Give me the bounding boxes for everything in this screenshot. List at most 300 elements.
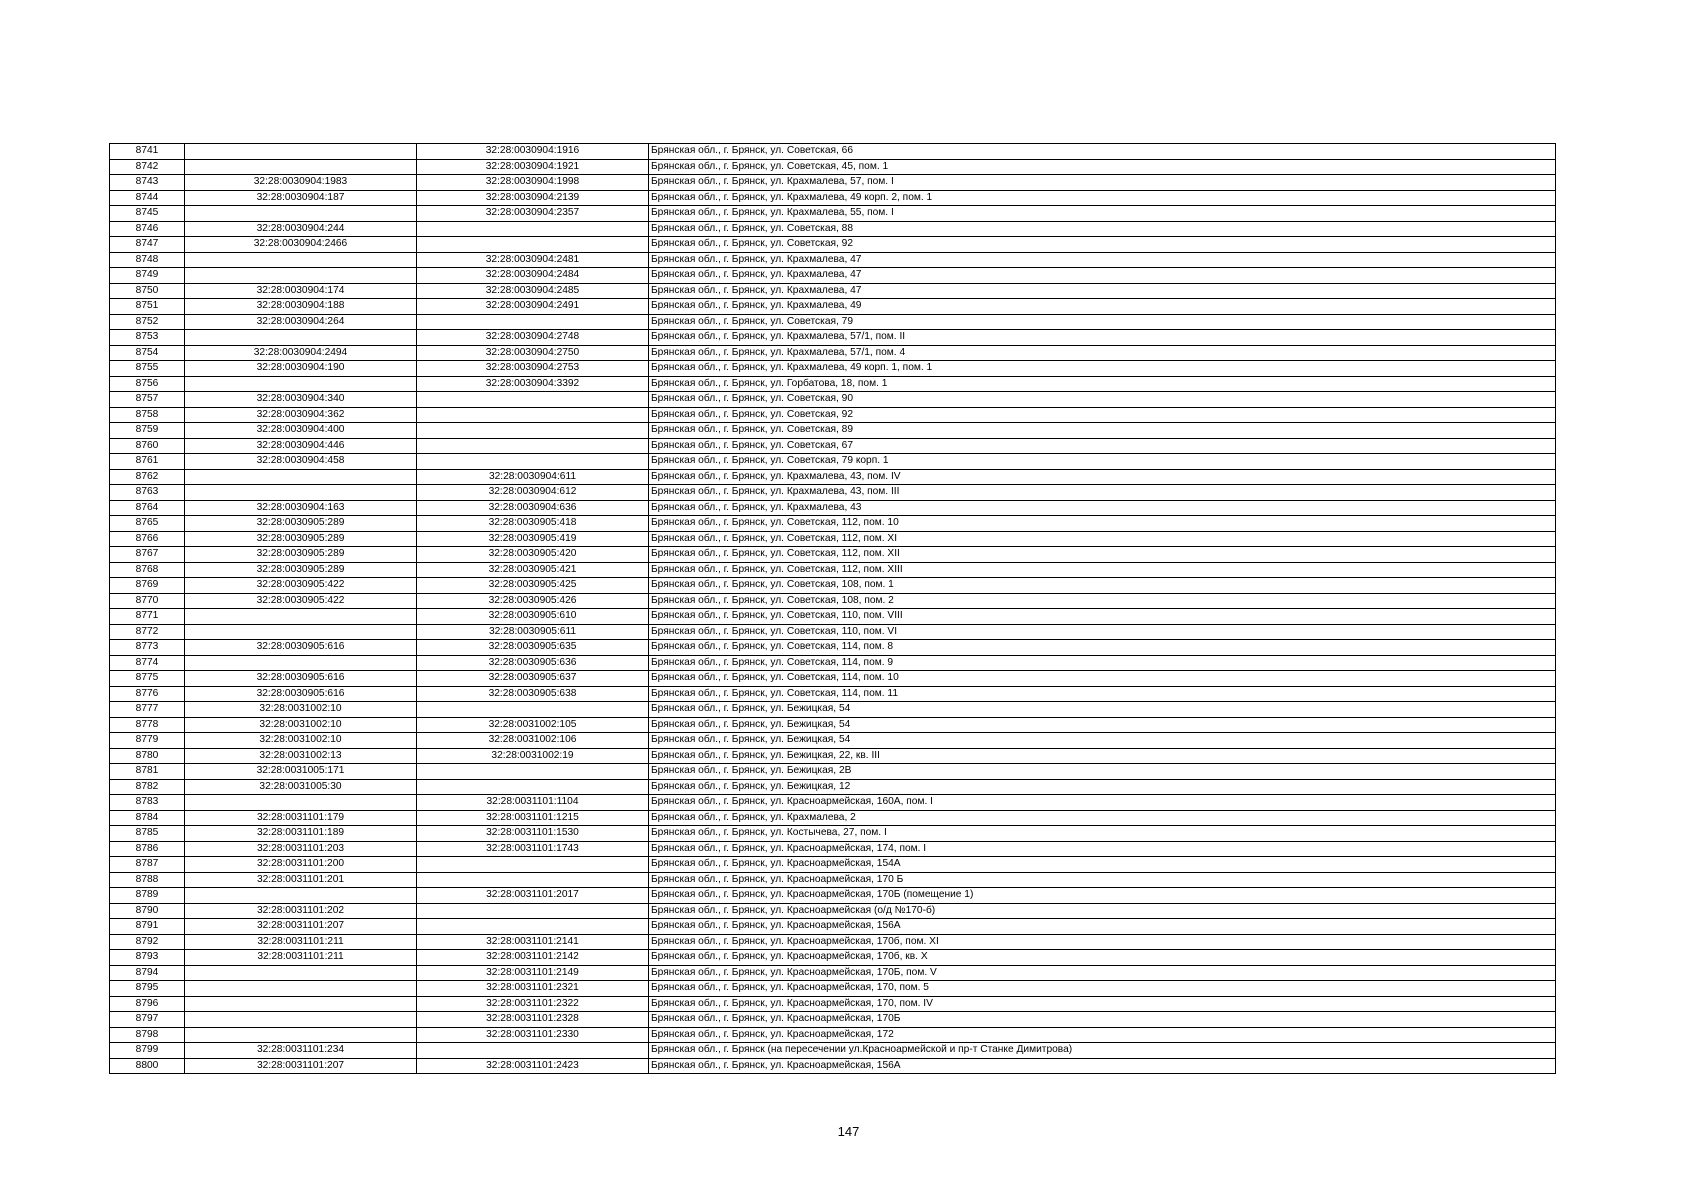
address-cell: Брянская обл., г. Брянск, ул. Красноармейская, 170б, пом. XI: [649, 934, 1556, 950]
cadastral-number-cell: 32:28:0031101:202: [185, 903, 417, 919]
row-number-cell: 8791: [110, 919, 185, 935]
table-row: [110, 392, 1556, 408]
object-cadastral-number-cell: 32:28:0030905:418: [417, 516, 649, 532]
object-cadastral-number-cell: 32:28:0030904:2484: [417, 268, 649, 284]
cadastral-number-cell: 32:28:0030904:188: [185, 299, 417, 315]
row-number-cell: 8749: [110, 268, 185, 284]
object-cadastral-number-cell: [417, 314, 649, 330]
address-cell: Брянская обл., г. Брянск, ул. Бежицкая, 2В: [649, 764, 1556, 780]
registry-table: [109, 143, 1556, 1074]
table-row: [110, 888, 1556, 904]
cadastral-number-cell: 32:28:0030905:289: [185, 562, 417, 578]
row-number-cell: 8775: [110, 671, 185, 687]
row-number-cell: 8763: [110, 485, 185, 501]
address-cell: Брянская обл., г. Брянск, ул. Советская, 79 корп. 1: [649, 454, 1556, 470]
address-cell: Брянская обл., г. Брянск, ул. Советская, 112, пом. 10: [649, 516, 1556, 532]
address-cell: Брянская обл., г. Брянск, ул. Бежицкая, 54: [649, 702, 1556, 718]
object-cadastral-number-cell: [417, 702, 649, 718]
table-row: [110, 516, 1556, 532]
cadastral-number-cell: [185, 996, 417, 1012]
cadastral-number-cell: [185, 268, 417, 284]
table-row: [110, 423, 1556, 439]
cadastral-number-cell: 32:28:0030904:2466: [185, 237, 417, 253]
table-row: [110, 330, 1556, 346]
cadastral-number-cell: 32:28:0031101:234: [185, 1043, 417, 1059]
cadastral-number-cell: [185, 888, 417, 904]
cadastral-number-cell: [185, 609, 417, 625]
address-cell: Брянская обл., г. Брянск, ул. Красноармейская, 156А: [649, 1058, 1556, 1074]
row-number-cell: 8746: [110, 221, 185, 237]
cadastral-number-cell: [185, 144, 417, 160]
cadastral-number-cell: [185, 206, 417, 222]
table-row: [110, 872, 1556, 888]
cadastral-number-cell: [185, 159, 417, 175]
address-cell: Брянская обл., г. Брянск, ул. Советская, 79: [649, 314, 1556, 330]
row-number-cell: 8789: [110, 888, 185, 904]
table-row: [110, 578, 1556, 594]
row-number-cell: 8758: [110, 407, 185, 423]
object-cadastral-number-cell: [417, 392, 649, 408]
cadastral-number-cell: [185, 376, 417, 392]
address-cell: Брянская обл., г. Брянск, ул. Крахмалева, 43, пом. IV: [649, 469, 1556, 485]
address-cell: Брянская обл., г. Брянск, ул. Советская, 67: [649, 438, 1556, 454]
cadastral-number-cell: 32:28:0031101:189: [185, 826, 417, 842]
address-cell: Брянская обл., г. Брянск, ул. Красноармейская (о/д №170-б): [649, 903, 1556, 919]
cadastral-number-cell: 32:28:0030905:289: [185, 547, 417, 563]
object-cadastral-number-cell: 32:28:0030905:611: [417, 624, 649, 640]
table-row: [110, 1043, 1556, 1059]
row-number-cell: 8745: [110, 206, 185, 222]
row-number-cell: 8741: [110, 144, 185, 160]
address-cell: Брянская обл., г. Брянск, ул. Советская, 108, пом. 2: [649, 593, 1556, 609]
row-number-cell: 8759: [110, 423, 185, 439]
row-number-cell: 8774: [110, 655, 185, 671]
address-cell: Брянская обл., г. Брянск, ул. Красноармейская, 160А, пом. I: [649, 795, 1556, 811]
address-cell: Брянская обл., г. Брянск, ул. Крахмалева, 49 корп. 2, пом. 1: [649, 190, 1556, 206]
registry-table-body: [110, 144, 1556, 1074]
row-number-cell: 8796: [110, 996, 185, 1012]
address-cell: Брянская обл., г. Брянск, ул. Крахмалева, 49 корп. 1, пом. 1: [649, 361, 1556, 377]
object-cadastral-number-cell: 32:28:0031101:2322: [417, 996, 649, 1012]
table-row: [110, 1058, 1556, 1074]
table-row: [110, 996, 1556, 1012]
cadastral-number-cell: 32:28:0031101:211: [185, 934, 417, 950]
cadastral-number-cell: 32:28:0031101:179: [185, 810, 417, 826]
address-cell: Брянская обл., г. Брянск, ул. Советская, 110, пом. VI: [649, 624, 1556, 640]
object-cadastral-number-cell: 32:28:0030904:2750: [417, 345, 649, 361]
address-cell: Брянская обл., г. Брянск, ул. Бежицкая, 22, кв. III: [649, 748, 1556, 764]
cadastral-number-cell: [185, 1027, 417, 1043]
object-cadastral-number-cell: 32:28:0031101:1743: [417, 841, 649, 857]
address-cell: Брянская обл., г. Брянск, ул. Крахмалева, 43, пом. III: [649, 485, 1556, 501]
object-cadastral-number-cell: 32:28:0030904:2139: [417, 190, 649, 206]
table-row: [110, 376, 1556, 392]
object-cadastral-number-cell: 32:28:0030904:612: [417, 485, 649, 501]
row-number-cell: 8750: [110, 283, 185, 299]
object-cadastral-number-cell: 32:28:0030904:1916: [417, 144, 649, 160]
object-cadastral-number-cell: [417, 857, 649, 873]
address-cell: Брянская обл., г. Брянск, ул. Советская, 114, пом. 11: [649, 686, 1556, 702]
cadastral-number-cell: [185, 252, 417, 268]
table-row: [110, 361, 1556, 377]
address-cell: Брянская обл., г. Брянск, ул. Советская, 90: [649, 392, 1556, 408]
object-cadastral-number-cell: 32:28:0030904:2748: [417, 330, 649, 346]
address-cell: Брянская обл., г. Брянск, ул. Горбатова, 18, пом. 1: [649, 376, 1556, 392]
row-number-cell: 8773: [110, 640, 185, 656]
table-row: [110, 438, 1556, 454]
object-cadastral-number-cell: 32:28:0030905:421: [417, 562, 649, 578]
cadastral-number-cell: [185, 795, 417, 811]
cadastral-number-cell: 32:28:0030904:2494: [185, 345, 417, 361]
table-row: [110, 841, 1556, 857]
table-row: [110, 159, 1556, 175]
cadastral-number-cell: [185, 655, 417, 671]
address-cell: Брянская обл., г. Брянск, ул. Советская, 88: [649, 221, 1556, 237]
address-cell: Брянская обл., г. Брянск, ул. Советская, 89: [649, 423, 1556, 439]
table-row: [110, 733, 1556, 749]
address-cell: Брянская обл., г. Брянск, ул. Красноармейская, 172: [649, 1027, 1556, 1043]
address-cell: Брянская обл., г. Брянск, ул. Советская, 114, пом. 8: [649, 640, 1556, 656]
address-cell: Брянская обл., г. Брянск, ул. Костычева, 27, пом. I: [649, 826, 1556, 842]
object-cadastral-number-cell: 32:28:0031101:2328: [417, 1012, 649, 1028]
address-cell: Брянская обл., г. Брянск, ул. Крахмалева, 47: [649, 252, 1556, 268]
object-cadastral-number-cell: 32:28:0031002:106: [417, 733, 649, 749]
object-cadastral-number-cell: 32:28:0030905:610: [417, 609, 649, 625]
object-cadastral-number-cell: 32:28:0030904:1921: [417, 159, 649, 175]
address-cell: Брянская обл., г. Брянск, ул. Советская, 114, пом. 9: [649, 655, 1556, 671]
cadastral-number-cell: 32:28:0031101:207: [185, 1058, 417, 1074]
table-row: [110, 500, 1556, 516]
object-cadastral-number-cell: 32:28:0031002:19: [417, 748, 649, 764]
object-cadastral-number-cell: [417, 872, 649, 888]
address-cell: Брянская обл., г. Брянск, ул. Красноармейская, 170б, кв. X: [649, 950, 1556, 966]
object-cadastral-number-cell: [417, 221, 649, 237]
cadastral-number-cell: 32:28:0031101:201: [185, 872, 417, 888]
row-number-cell: 8777: [110, 702, 185, 718]
object-cadastral-number-cell: [417, 903, 649, 919]
table-row: [110, 593, 1556, 609]
object-cadastral-number-cell: 32:28:0030905:426: [417, 593, 649, 609]
row-number-cell: 8793: [110, 950, 185, 966]
row-number-cell: 8742: [110, 159, 185, 175]
row-number-cell: 8798: [110, 1027, 185, 1043]
cadastral-number-cell: 32:28:0030904:362: [185, 407, 417, 423]
cadastral-number-cell: 32:28:0031002:13: [185, 748, 417, 764]
address-cell: Брянская обл., г. Брянск, ул. Красноармейская, 174, пом. I: [649, 841, 1556, 857]
address-cell: Брянская обл., г. Брянск, ул. Бежицкая, 12: [649, 779, 1556, 795]
table-row: [110, 857, 1556, 873]
object-cadastral-number-cell: [417, 423, 649, 439]
table-row: [110, 190, 1556, 206]
object-cadastral-number-cell: 32:28:0031101:1530: [417, 826, 649, 842]
cadastral-number-cell: 32:28:0030905:289: [185, 516, 417, 532]
cadastral-number-cell: 32:28:0030905:616: [185, 640, 417, 656]
address-cell: Брянская обл., г. Брянск, ул. Красноармейская, 170 Б: [649, 872, 1556, 888]
row-number-cell: 8748: [110, 252, 185, 268]
address-cell: Брянская обл., г. Брянск, ул. Советская, 92: [649, 407, 1556, 423]
cadastral-number-cell: 32:28:0030904:340: [185, 392, 417, 408]
cadastral-number-cell: 32:28:0030905:422: [185, 578, 417, 594]
row-number-cell: 8776: [110, 686, 185, 702]
row-number-cell: 8800: [110, 1058, 185, 1074]
table-row: [110, 702, 1556, 718]
cadastral-number-cell: [185, 469, 417, 485]
cadastral-number-cell: 32:28:0030904:174: [185, 283, 417, 299]
cadastral-number-cell: 32:28:0030904:187: [185, 190, 417, 206]
cadastral-number-cell: 32:28:0031101:200: [185, 857, 417, 873]
address-cell: Брянская обл., г. Брянск, ул. Красноармейская, 170Б: [649, 1012, 1556, 1028]
object-cadastral-number-cell: 32:28:0030905:636: [417, 655, 649, 671]
address-cell: Брянская обл., г. Брянск, ул. Советская, 114, пом. 10: [649, 671, 1556, 687]
cadastral-number-cell: 32:28:0031002:10: [185, 702, 417, 718]
table-row: [110, 919, 1556, 935]
table-row: [110, 795, 1556, 811]
table-row: [110, 547, 1556, 563]
object-cadastral-number-cell: 32:28:0031101:1104: [417, 795, 649, 811]
object-cadastral-number-cell: 32:28:0030905:419: [417, 531, 649, 547]
table-row: [110, 981, 1556, 997]
object-cadastral-number-cell: 32:28:0030904:3392: [417, 376, 649, 392]
cadastral-number-cell: 32:28:0030905:616: [185, 671, 417, 687]
address-cell: Брянская обл., г. Брянск, ул. Крахмалева, 49: [649, 299, 1556, 315]
cadastral-number-cell: 32:28:0030904:400: [185, 423, 417, 439]
row-number-cell: 8783: [110, 795, 185, 811]
row-number-cell: 8756: [110, 376, 185, 392]
object-cadastral-number-cell: [417, 1043, 649, 1059]
page-number: 147: [837, 1124, 860, 1139]
object-cadastral-number-cell: 32:28:0030905:425: [417, 578, 649, 594]
object-cadastral-number-cell: 32:28:0030904:611: [417, 469, 649, 485]
table-row: [110, 903, 1556, 919]
table-row: [110, 1012, 1556, 1028]
cadastral-number-cell: 32:28:0030904:458: [185, 454, 417, 470]
cadastral-number-cell: 32:28:0030904:1983: [185, 175, 417, 191]
address-cell: Брянская обл., г. Брянск, ул. Крахмалева, 47: [649, 268, 1556, 284]
table-row: [110, 314, 1556, 330]
table-row: [110, 221, 1556, 237]
object-cadastral-number-cell: [417, 237, 649, 253]
table-row: [110, 299, 1556, 315]
object-cadastral-number-cell: 32:28:0030904:1998: [417, 175, 649, 191]
table-row: [110, 950, 1556, 966]
row-number-cell: 8790: [110, 903, 185, 919]
address-cell: Брянская обл., г. Брянск, ул. Советская, 66: [649, 144, 1556, 160]
row-number-cell: 8744: [110, 190, 185, 206]
row-number-cell: 8779: [110, 733, 185, 749]
row-number-cell: 8770: [110, 593, 185, 609]
row-number-cell: 8764: [110, 500, 185, 516]
table-row: [110, 469, 1556, 485]
row-number-cell: 8753: [110, 330, 185, 346]
address-cell: Брянская обл., г. Брянск, ул. Советская, 112, пом. XIII: [649, 562, 1556, 578]
address-cell: Брянская обл., г. Брянск, ул. Крахмалева, 43: [649, 500, 1556, 516]
row-number-cell: 8757: [110, 392, 185, 408]
object-cadastral-number-cell: 32:28:0030904:2481: [417, 252, 649, 268]
object-cadastral-number-cell: [417, 779, 649, 795]
cadastral-number-cell: 32:28:0030904:446: [185, 438, 417, 454]
table-row: [110, 252, 1556, 268]
table-row: [110, 748, 1556, 764]
cadastral-number-cell: [185, 485, 417, 501]
cadastral-number-cell: 32:28:0030904:264: [185, 314, 417, 330]
row-number-cell: 8765: [110, 516, 185, 532]
address-cell: Брянская обл., г. Брянск, ул. Бежицкая, 54: [649, 717, 1556, 733]
address-cell: Брянская обл., г. Брянск, ул. Крахмалева, 57/1, пом. 4: [649, 345, 1556, 361]
row-number-cell: 8766: [110, 531, 185, 547]
row-number-cell: 8786: [110, 841, 185, 857]
row-number-cell: 8792: [110, 934, 185, 950]
cadastral-number-cell: [185, 624, 417, 640]
cadastral-number-cell: [185, 981, 417, 997]
row-number-cell: 8771: [110, 609, 185, 625]
table-row: [110, 624, 1556, 640]
cadastral-number-cell: [185, 330, 417, 346]
object-cadastral-number-cell: 32:28:0031101:2149: [417, 965, 649, 981]
row-number-cell: 8767: [110, 547, 185, 563]
cadastral-number-cell: 32:28:0030905:422: [185, 593, 417, 609]
table-row: [110, 454, 1556, 470]
table-row: [110, 655, 1556, 671]
address-cell: Брянская обл., г. Брянск, ул. Крахмалева, 2: [649, 810, 1556, 826]
table-row: [110, 779, 1556, 795]
address-cell: Брянская обл., г. Брянск, ул. Советская, 110, пом. VIII: [649, 609, 1556, 625]
cadastral-number-cell: 32:28:0031005:30: [185, 779, 417, 795]
row-number-cell: 8752: [110, 314, 185, 330]
object-cadastral-number-cell: 32:28:0030904:2753: [417, 361, 649, 377]
object-cadastral-number-cell: 32:28:0030904:2357: [417, 206, 649, 222]
table-row: [110, 407, 1556, 423]
object-cadastral-number-cell: [417, 438, 649, 454]
table-row: [110, 934, 1556, 950]
row-number-cell: 8795: [110, 981, 185, 997]
address-cell: Брянская обл., г. Брянск, ул. Крахмалева, 57/1, пом. II: [649, 330, 1556, 346]
row-number-cell: 8780: [110, 748, 185, 764]
cadastral-number-cell: 32:28:0031005:171: [185, 764, 417, 780]
object-cadastral-number-cell: 32:28:0030905:635: [417, 640, 649, 656]
row-number-cell: 8754: [110, 345, 185, 361]
object-cadastral-number-cell: 32:28:0031101:2142: [417, 950, 649, 966]
row-number-cell: 8784: [110, 810, 185, 826]
row-number-cell: 8760: [110, 438, 185, 454]
cadastral-number-cell: 32:28:0030905:289: [185, 531, 417, 547]
object-cadastral-number-cell: [417, 407, 649, 423]
address-cell: Брянская обл., г. Брянск, ул. Красноармейская, 170Б, пом. V: [649, 965, 1556, 981]
table-row: [110, 268, 1556, 284]
row-number-cell: 8797: [110, 1012, 185, 1028]
table-row: [110, 965, 1556, 981]
row-number-cell: 8768: [110, 562, 185, 578]
row-number-cell: 8755: [110, 361, 185, 377]
row-number-cell: 8761: [110, 454, 185, 470]
cadastral-number-cell: 32:28:0031101:207: [185, 919, 417, 935]
object-cadastral-number-cell: 32:28:0031101:2423: [417, 1058, 649, 1074]
cadastral-number-cell: [185, 1012, 417, 1028]
address-cell: Брянская обл., г. Брянск, ул. Советская, 92: [649, 237, 1556, 253]
address-cell: Брянская обл., г. Брянск, ул. Советская, 45, пом. 1: [649, 159, 1556, 175]
table-row: [110, 283, 1556, 299]
table-row: [110, 485, 1556, 501]
object-cadastral-number-cell: 32:28:0030904:2485: [417, 283, 649, 299]
table-row: [110, 671, 1556, 687]
row-number-cell: 8743: [110, 175, 185, 191]
table-row: [110, 562, 1556, 578]
row-number-cell: 8751: [110, 299, 185, 315]
address-cell: Брянская обл., г. Брянск, ул. Бежицкая, 54: [649, 733, 1556, 749]
address-cell: Брянская обл., г. Брянск, ул. Крахмалева, 55, пом. I: [649, 206, 1556, 222]
address-cell: Брянская обл., г. Брянск, ул. Советская, 108, пом. 1: [649, 578, 1556, 594]
table-row: [110, 1027, 1556, 1043]
object-cadastral-number-cell: [417, 764, 649, 780]
table-row: [110, 826, 1556, 842]
row-number-cell: 8778: [110, 717, 185, 733]
cadastral-number-cell: 32:28:0030904:244: [185, 221, 417, 237]
table-row: [110, 717, 1556, 733]
address-cell: Брянская обл., г. Брянск, ул. Крахмалева, 47: [649, 283, 1556, 299]
object-cadastral-number-cell: [417, 454, 649, 470]
object-cadastral-number-cell: [417, 919, 649, 935]
address-cell: Брянская обл., г. Брянск, ул. Советская, 112, пом. XI: [649, 531, 1556, 547]
address-cell: Брянская обл., г. Брянск, ул. Красноармейская, 170, пом. IV: [649, 996, 1556, 1012]
row-number-cell: 8782: [110, 779, 185, 795]
cadastral-number-cell: [185, 965, 417, 981]
cadastral-number-cell: 32:28:0031002:10: [185, 717, 417, 733]
object-cadastral-number-cell: 32:28:0031101:2141: [417, 934, 649, 950]
row-number-cell: 8787: [110, 857, 185, 873]
row-number-cell: 8785: [110, 826, 185, 842]
row-number-cell: 8781: [110, 764, 185, 780]
table-row: [110, 810, 1556, 826]
address-cell: Брянская обл., г. Брянск, ул. Красноармейская, 170Б (помещение 1): [649, 888, 1556, 904]
table-row: [110, 609, 1556, 625]
row-number-cell: 8799: [110, 1043, 185, 1059]
table-row: [110, 144, 1556, 160]
address-cell: Брянская обл., г. Брянск, ул. Красноармейская, 154А: [649, 857, 1556, 873]
table-row: [110, 686, 1556, 702]
object-cadastral-number-cell: 32:28:0030905:420: [417, 547, 649, 563]
cadastral-number-cell: 32:28:0031101:211: [185, 950, 417, 966]
object-cadastral-number-cell: 32:28:0031101:2321: [417, 981, 649, 997]
table-row: [110, 764, 1556, 780]
address-cell: Брянская обл., г. Брянск, ул. Красноармейская, 170, пом. 5: [649, 981, 1556, 997]
object-cadastral-number-cell: 32:28:0030904:2491: [417, 299, 649, 315]
row-number-cell: 8747: [110, 237, 185, 253]
table-row: [110, 175, 1556, 191]
cadastral-number-cell: 32:28:0031002:10: [185, 733, 417, 749]
object-cadastral-number-cell: 32:28:0030904:636: [417, 500, 649, 516]
row-number-cell: 8762: [110, 469, 185, 485]
table-row: [110, 345, 1556, 361]
cadastral-number-cell: 32:28:0030905:616: [185, 686, 417, 702]
object-cadastral-number-cell: 32:28:0031101:2017: [417, 888, 649, 904]
object-cadastral-number-cell: 32:28:0030905:637: [417, 671, 649, 687]
row-number-cell: 8772: [110, 624, 185, 640]
table-row: [110, 640, 1556, 656]
address-cell: Брянская обл., г. Брянск, ул. Советская, 112, пом. XII: [649, 547, 1556, 563]
row-number-cell: 8794: [110, 965, 185, 981]
cadastral-number-cell: 32:28:0031101:203: [185, 841, 417, 857]
address-cell: Брянская обл., г. Брянск, ул. Красноармейская, 156А: [649, 919, 1556, 935]
address-cell: Брянская обл., г. Брянск (на пересечении ул.Красноармейской и пр-т Станке Димитрова): [649, 1043, 1556, 1059]
cadastral-number-cell: 32:28:0030904:163: [185, 500, 417, 516]
table-row: [110, 206, 1556, 222]
object-cadastral-number-cell: 32:28:0031101:2330: [417, 1027, 649, 1043]
object-cadastral-number-cell: 32:28:0030905:638: [417, 686, 649, 702]
table-row: [110, 237, 1556, 253]
table-row: [110, 531, 1556, 547]
row-number-cell: 8788: [110, 872, 185, 888]
object-cadastral-number-cell: 32:28:0031101:1215: [417, 810, 649, 826]
object-cadastral-number-cell: 32:28:0031002:105: [417, 717, 649, 733]
